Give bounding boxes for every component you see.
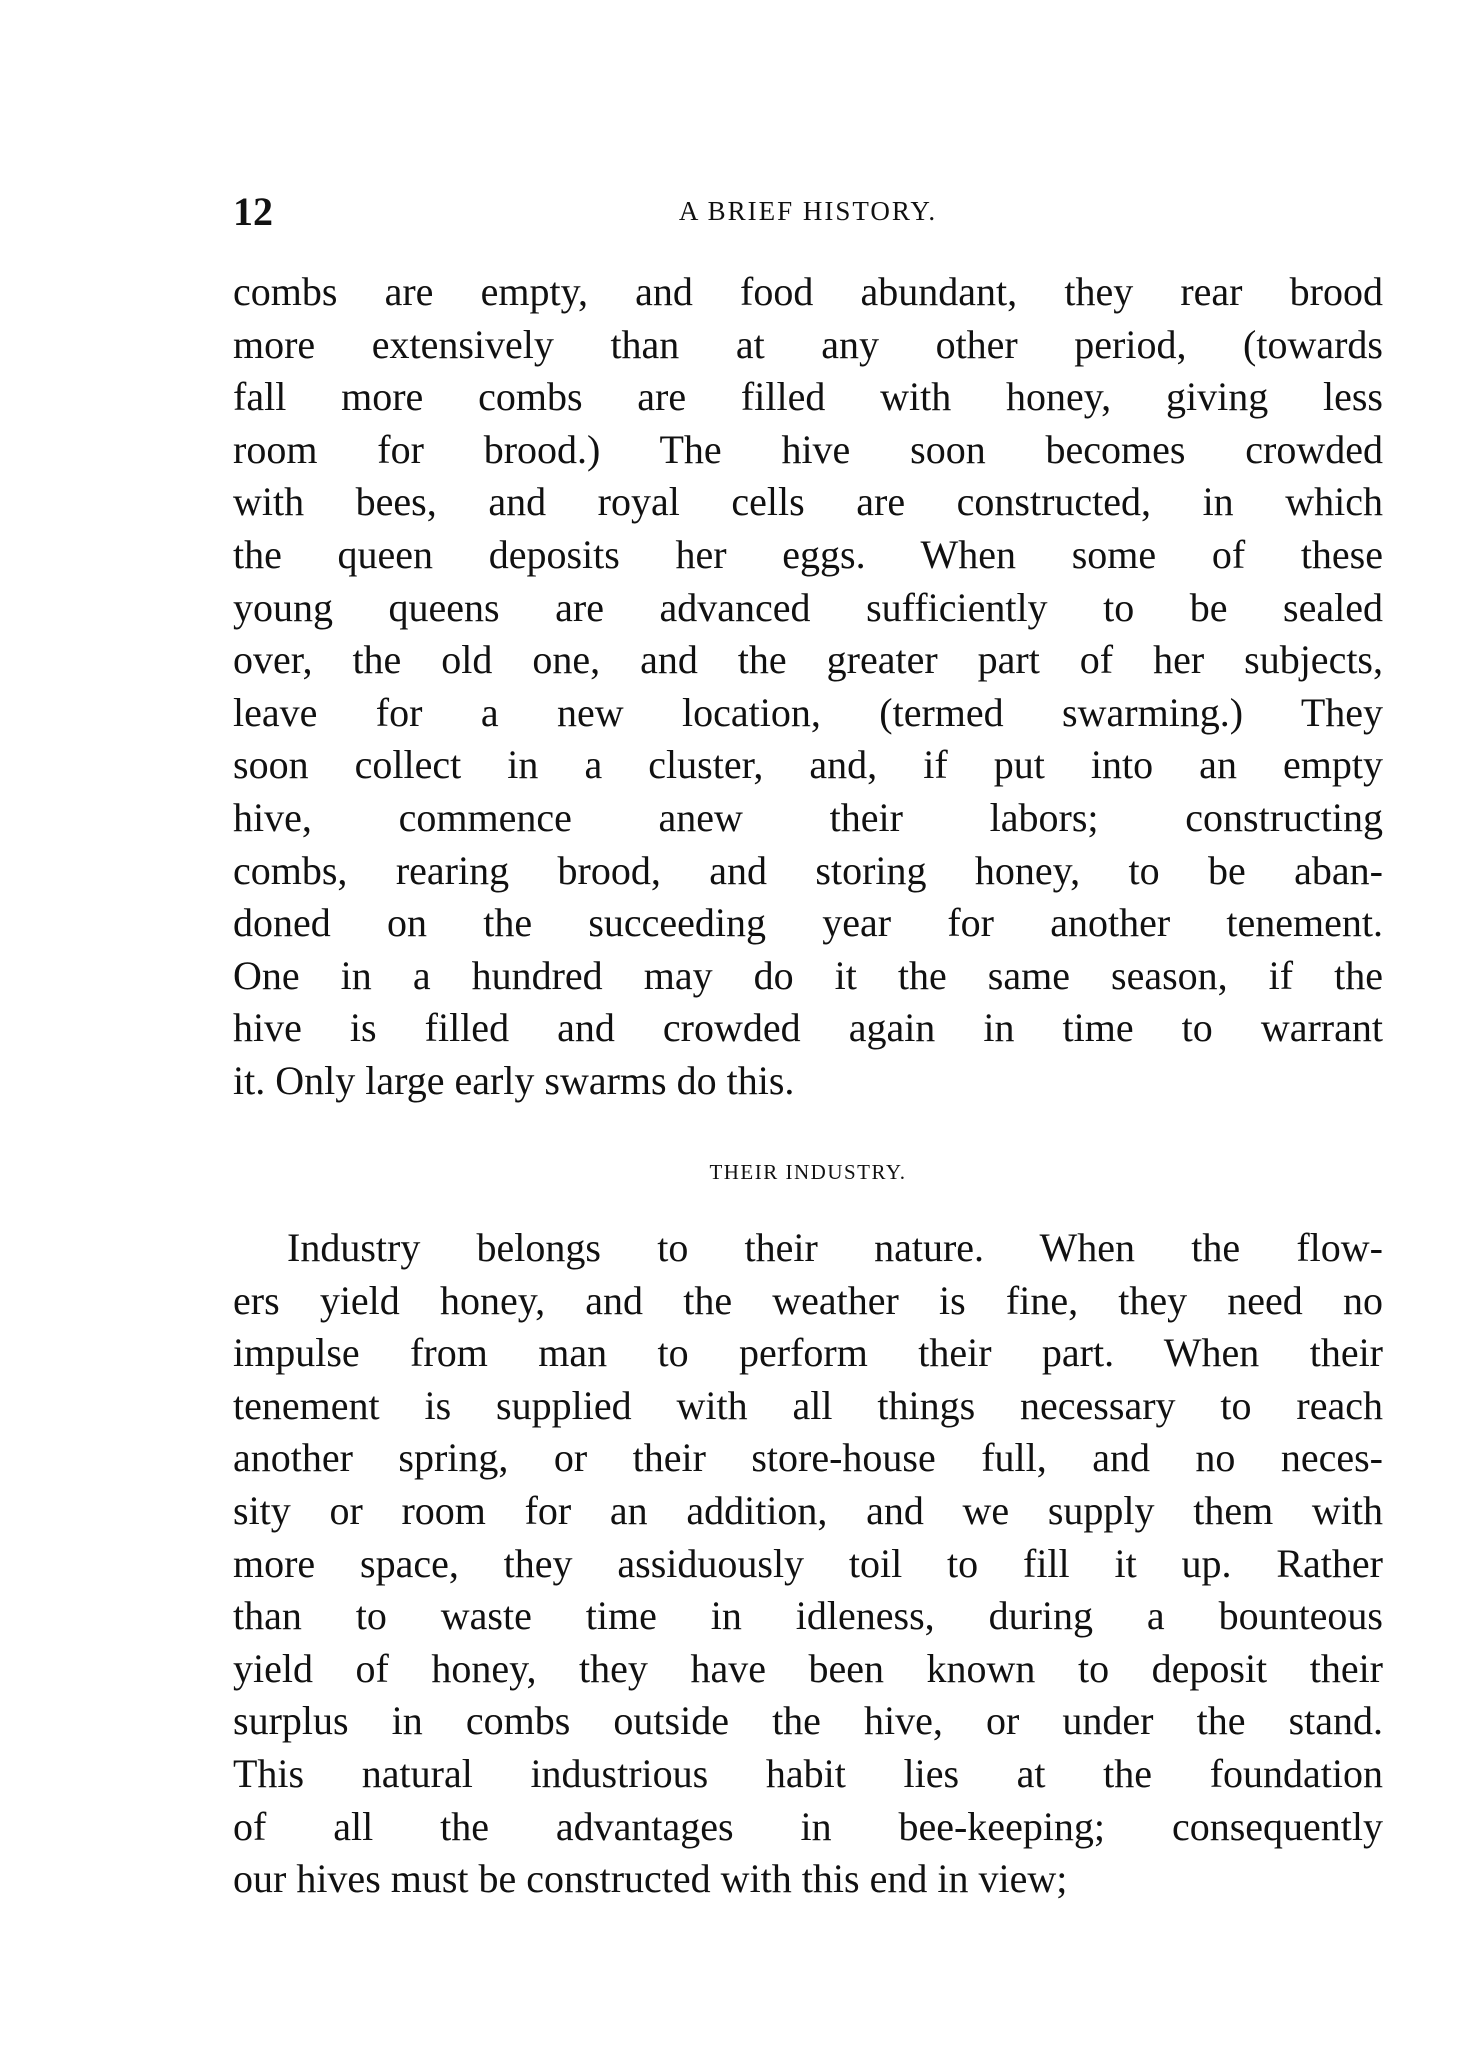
text-line: of all the advantages in bee-keeping; consequently [233,1803,1383,1849]
text-line: more space, they assiduously toil to fill it up. Rather [233,1540,1383,1586]
page-number: 12 [233,189,273,234]
text-line: than to waste time in idleness, during a bounteous [233,1593,1383,1639]
text-line: impulse from man to perform their part. When their [233,1330,1383,1376]
text-line: sity or room for an addition, and we supply them with [233,1487,1383,1533]
text-line: fall more combs are filled with honey, giving less [233,374,1383,420]
text-line: room for brood.) The hive soon becomes crowded [233,426,1383,472]
text-line: hive, commence anew their labors; constructing [233,794,1383,840]
text-line: doned on the succeeding year for another tenement. [233,900,1383,946]
text-line: tenement is supplied with all things necessary to reach [233,1382,1383,1428]
text-line: it. Only large early swarms do this. [233,1057,795,1103]
text-line: our hives must be constructed with this end in view; [233,1856,1068,1902]
text-line: over, the old one, and the greater part of her subjects, [233,637,1383,683]
running-title: A BRIEF HISTORY. [678,196,938,226]
paragraph-1 [233,266,1383,1108]
text-line: leave for a new location, (termed swarming.) They [233,689,1383,735]
text-line: surplus in combs outside the hive, or under the stand. [233,1698,1383,1744]
text-line: another spring, or their store-house full, and no neces- [233,1435,1383,1481]
text-line: yield of honey, they have been known to deposit their [233,1645,1383,1691]
text-line: with bees, and royal cells are constructed, in which [233,479,1383,525]
text-line: combs, rearing brood, and storing honey, to be aban- [233,847,1383,893]
text-line: combs are empty, and food abundant, they rear brood [233,269,1383,314]
text-line: the queen deposits her eggs. When some of these [233,531,1383,577]
text-line: young queens are advanced sufficiently to be sealed [233,584,1383,630]
text-line: more extensively than at any other period, (towards [233,321,1383,367]
text-line: ers yield honey, and the weather is fine, they need no [233,1277,1383,1323]
paragraph-2 [233,1222,1383,1906]
text-line: hive is filled and crowded again in time to warrant [233,1005,1383,1051]
text-line: soon collect in a cluster, and, if put into an empty [233,742,1383,788]
section-heading: THEIR INDUSTRY. [709,1160,907,1184]
text-line: Industry belongs to their nature. When the flow- [287,1225,1383,1270]
text-line: This natural industrious habit lies at the foundation [233,1750,1383,1796]
page-header [233,188,1383,238]
text-line: One in a hundred may do it the same season, if the [233,952,1383,998]
